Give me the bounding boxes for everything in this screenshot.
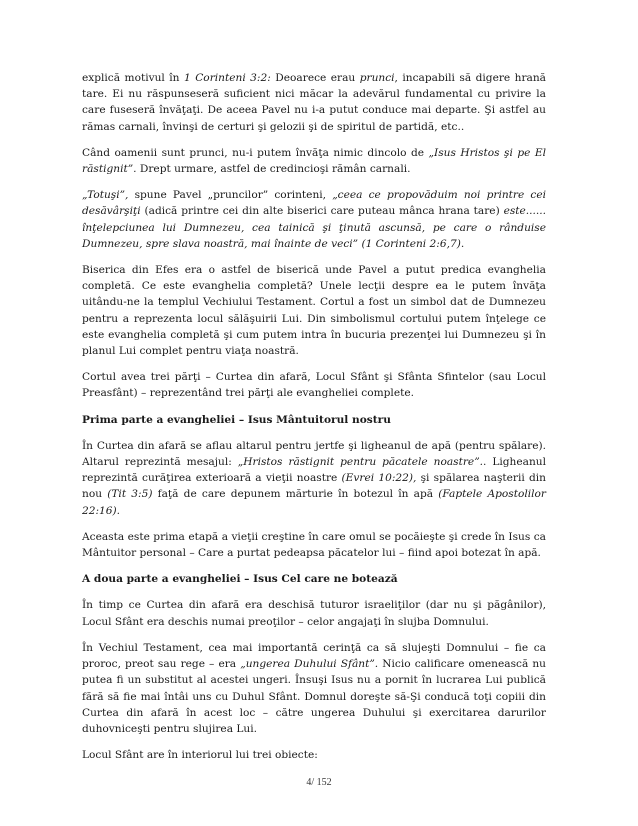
text-run: (adică printre cei din alte biserici care puteau mânca hrana tare) (140, 205, 504, 218)
text-run: . Ligheanul reprezintă curăţirea exterioară a vieţii noastre (82, 456, 546, 485)
document-body (82, 70, 546, 773)
text-run: spune Pavel „pruncilor” corinteni, (128, 189, 333, 202)
scripture-reference: (Evrei 10:22), (341, 472, 417, 485)
text-run: explică motivul în (82, 72, 184, 84)
section-heading-2: A doua parte a evangheliei – Isus Cel care ne botează (82, 573, 398, 586)
section-heading-1: Prima parte a evangheliei – Isus Mântuitorul nostru (82, 413, 391, 426)
paragraph-7: Aceasta este prima etapă a vieţii creştine în care omul se pocăieşte şi crede în Isus ca Mântuitor personal – Care a purtat pedeapsa păcatelor lui – fiind apoi botezat în apă. (82, 530, 546, 560)
text-run: În Vechiul Testament, cea mai importantă cerinţă ca să slujeşti Domnului – fie ca proroc, preot sau rege – era (82, 641, 546, 671)
text-run: Deoarece erau (270, 72, 360, 84)
paragraph-8: În timp ce Curtea din afară era deschisă tuturor israeliţilor (dar nu şi păgânilor), Locul Sfânt era deschis numai preoţilor – celor angajaţi în slujba Domnului. (82, 599, 546, 628)
quote: „Isus Hristos şi pe El răstignit”. (82, 146, 546, 176)
text-run: Drept urmare, astfel de credincioşi rămân carnali. (136, 163, 411, 176)
text-run: Când oamenii sunt prunci, nu-i putem învăţa nimic dincolo de (82, 146, 429, 159)
paragraph-1 (82, 70, 546, 135)
paragraph-5: Cortul avea trei părţi – Curtea din afară, Locul Sfânt şi Sfânta Sfintelor (sau Locul Preasfânt) – reprezentând trei părţi ale evangheliei complete. (82, 371, 546, 400)
text-run: Nicio calificare omenească nu putea fi un substitut al acestei ungeri. Însuşi Isus nu a pornit în lucrarea Lui publică fără să fie mai întâi uns cu Duhul Sfânt. Domnul doreşte să-Şi conducă toţi copiii din Curtea din afară în acest loc – către ungerea Duhului şi exercitarea darurilor duhovniceşti pentru slujirea Lui. (82, 658, 547, 735)
quote: „ceea ce propovăduim noi printre cei desăvârşiţi (82, 189, 546, 218)
quote: este...... înţelepciunea lui Dumnezeu, cea tainică şi ţinută ascunsă, pe care o rânduise Dumnezeu, spre slava noastră, mai înainte de veci” (1 Corinteni 2:6,7). (82, 205, 546, 250)
text-run: , incapabili să digere hrană tare. Ei nu răspunseseră suficient nici măcar la adevărul fundamental cu privire la care fuseseră învăţaţi. De aceea Pavel nu i-a putut conduce mai departe. Şi astfel au rămas carnali, învinşi de certuri şi gelozii şi de spiritul de partidă, etc.. (82, 72, 546, 133)
page-number: 4/ 152 (306, 777, 332, 788)
text-run: În Curtea din afară se aflau altarul pentru jertfe şi ligheanul de apă (pentru spălare). Altarul reprezintă mesajul: (82, 439, 546, 469)
text-run: faţă de care depunem mărturie în botezul în apă (152, 488, 439, 501)
scripture-reference: (Faptele Apostolilor 22:16) (82, 488, 546, 517)
paragraph-6 (82, 438, 546, 519)
quote: „ungerea Duhului Sfânt”. (240, 658, 379, 671)
paragraph-10: Locul Sfânt are în interiorul lui trei obiecte: (82, 749, 318, 762)
scripture-reference: 1 Corinteni 3:2: (183, 72, 271, 84)
scripture-reference: (Tit 3:5) (107, 488, 153, 501)
text-run: . (116, 504, 121, 517)
quote: „Hristos răstignit pentru păcatele noastre”. (237, 456, 483, 469)
paragraph-4: Biserica din Efes era o astfel de biserică unde Pavel a putut predica evanghelia completă. Ce este evanghelia completă? Unele lecţii despre ea le putem învăţa uitându-ne la templul Vechiului Testament. Cortul a fost un simbol dat de Dumnezeu pentru a reprezenta locul sălăşuirii Lui. Din simbolismul cortului putem înţelege ce este evanghelia completă şi cum putem intra în bucuria prezenţei lui Dumnezeu şi în planul Lui complet pentru viaţa noastră. (82, 264, 546, 358)
paragraph-2 (82, 145, 546, 177)
text-run: şi spălarea naşterii din nou (82, 472, 546, 501)
paragraph-9 (82, 640, 546, 737)
emphasis: prunci (359, 72, 395, 84)
quote: „Totuşi”, (82, 189, 129, 202)
paragraph-3 (82, 187, 546, 252)
